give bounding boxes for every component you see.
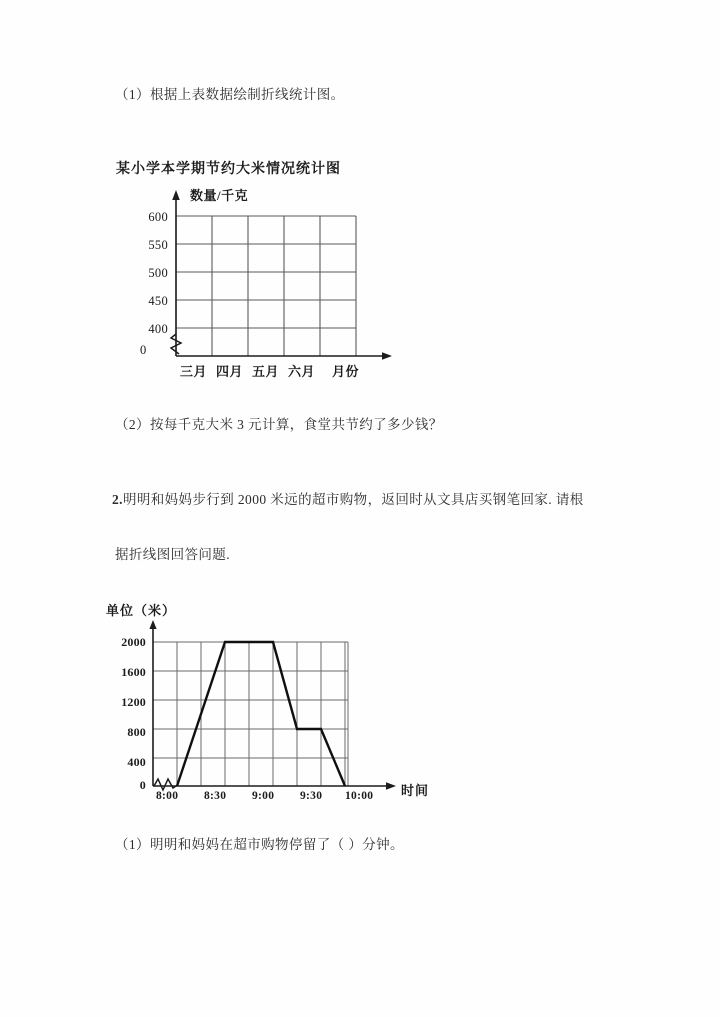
chart1-ytick-550: 550	[148, 238, 168, 252]
chart2-ytick-1600: 1600	[121, 665, 146, 679]
chart2-ytick-800: 800	[127, 725, 146, 739]
chart1-ytick-zero: 0	[140, 343, 147, 357]
chart2-axis-break-symbol	[154, 779, 176, 790]
chart1-ytick-400: 400	[148, 322, 168, 336]
chart2-x-axis-arrow	[386, 782, 396, 790]
chart1-x-axis-label: 月份	[332, 364, 360, 379]
chart1-ytick-450: 450	[148, 294, 168, 308]
chart2-y-axis-label: 单位（米）	[106, 603, 177, 618]
chart1-plot-area	[108, 158, 408, 388]
chart2-x-axis-label: 时间	[401, 783, 430, 798]
chart1-xtick-april: 四月	[216, 364, 244, 379]
question-2-number: 2.	[112, 492, 123, 507]
chart1-ytick-600: 600	[148, 210, 168, 224]
chart2-data-line	[177, 642, 345, 786]
chart2-xtick-9-00: 9:00	[252, 790, 275, 802]
chart2-ytick-0: 0	[139, 778, 146, 792]
chart2-ytick-400: 400	[127, 755, 146, 769]
chart1-title: 某小学本学期节约大米情况统计图	[116, 162, 341, 177]
question-1-part-2-text	[115, 414, 443, 437]
chart-rice-savings	[108, 158, 408, 388]
chart1-ytick-500: 500	[148, 266, 168, 280]
chart2-ytick-1200: 1200	[121, 695, 146, 709]
question-2-stem-line-2: 据折线图回答问题.	[115, 547, 230, 562]
chart2-plot-area	[98, 600, 458, 800]
chart2-xtick-8-00: 8:00	[156, 790, 179, 802]
chart2-y-axis-arrow	[149, 620, 156, 629]
question-2-part-1-text: （1）明明和妈妈在超市购物停留了（ ）分钟。	[115, 837, 404, 852]
question-1-part-1-text: （1）根据上表数据绘制折线统计图。	[115, 87, 345, 102]
chart-distance-time	[98, 600, 458, 800]
chart2-ytick-2000: 2000	[121, 635, 146, 649]
chart1-xtick-may: 五月	[252, 364, 280, 379]
question-2-stem-line-1	[112, 489, 584, 512]
question-1-part-2-label: （2）按每千克大米 3 元计算，食堂共节约了多少钱？	[115, 417, 443, 432]
chart1-y-axis-label: 数量/千克	[190, 188, 249, 203]
question-2-stem-line-1-text: 明明和妈妈步行到 2000 米远的超市购物，返回时从文具店买钢笔回家. 请根	[122, 492, 584, 507]
chart2-xtick-10-00: 10:00	[345, 790, 374, 802]
chart1-y-axis-arrow	[172, 190, 180, 200]
chart1-xtick-june: 六月	[288, 364, 316, 379]
chart1-x-axis-arrow	[382, 352, 392, 360]
chart2-xtick-8-30: 8:30	[204, 790, 227, 802]
chart1-xtick-march: 三月	[180, 364, 208, 379]
chart2-xtick-9-30: 9:30	[300, 790, 323, 802]
